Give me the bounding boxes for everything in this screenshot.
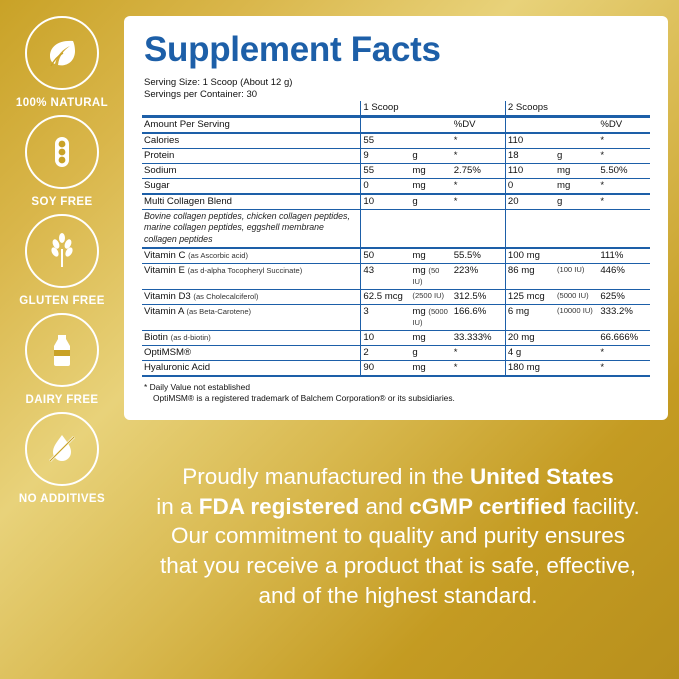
row-unit2: mg xyxy=(555,163,598,178)
row-name: Multi Collagen Blend xyxy=(142,194,361,210)
row-amount2: 20 mg xyxy=(505,330,598,345)
row-dv2: 446% xyxy=(598,263,650,289)
statement-fda-registered: FDA registered xyxy=(198,493,360,519)
row-iu2: (100 IU) xyxy=(555,263,598,289)
header-scoop2: 2 Scoops xyxy=(505,101,650,117)
table-row xyxy=(142,304,650,330)
row-amount2: 0 xyxy=(505,178,555,194)
manufacturing-statement xyxy=(124,462,672,610)
row-name: Vitamin A xyxy=(144,306,184,318)
row-unit1 xyxy=(410,133,451,149)
row-amount1: 3 xyxy=(361,304,411,330)
table-row xyxy=(142,163,650,178)
table-row xyxy=(142,148,650,163)
statement-line-2e: facility. xyxy=(566,493,640,519)
row-iu1: (5000 IU) xyxy=(412,307,448,328)
ingredients-text: Bovine collagen peptides, chicken collagen peptides, marine collagen peptides, eggshell membrane collagen peptides xyxy=(142,209,361,248)
badge-circle xyxy=(25,313,99,387)
certification-badge-rail xyxy=(0,0,124,679)
statement-line-4: that you receive a product that is safe, effective, xyxy=(159,553,637,579)
badge-label: SOY FREE xyxy=(31,196,93,208)
badge-natural xyxy=(3,16,121,109)
badge-label: DAIRY FREE xyxy=(25,394,99,406)
footnote-line-2: OptiMSM® is a registered trademark of Balchem Corporation® or its subsidiaries. xyxy=(153,393,455,404)
badge-label: GLUTEN FREE xyxy=(19,295,105,307)
badge-gluten-free xyxy=(3,214,121,307)
row-unit2: g xyxy=(555,194,598,210)
statement-united-states: United States xyxy=(469,464,614,489)
badge-circle xyxy=(25,214,99,288)
row-dv2: * xyxy=(598,194,650,210)
row-name: Hyaluronic Acid xyxy=(142,360,361,376)
row-amount1: 62.5 mcg xyxy=(361,289,411,304)
row-dv2: 111% xyxy=(598,248,650,264)
row-unit1: mg xyxy=(412,306,426,318)
header-amount-per-serving: Amount Per Serving xyxy=(142,116,361,133)
row-name: Vitamin D3 xyxy=(144,291,191,303)
badge-label: NO ADDITIVES xyxy=(18,493,106,505)
badge-circle xyxy=(25,16,99,90)
footnote xyxy=(144,382,650,405)
row-dv2: * xyxy=(598,345,650,360)
row-dv1: * xyxy=(452,133,506,149)
row-unit1: mg xyxy=(410,163,451,178)
row-unit1: mg xyxy=(410,178,451,194)
table-row xyxy=(142,360,650,376)
row-amount1: 0 xyxy=(361,178,411,194)
row-amount2: 110 xyxy=(505,163,555,178)
header-dv1: %DV xyxy=(452,116,506,133)
row-name: Vitamin E xyxy=(144,265,185,277)
leaf-icon xyxy=(42,33,82,73)
row-dv2: 66.666% xyxy=(598,330,650,345)
row-iu1: (50 IU) xyxy=(412,266,440,287)
row-name: OptiMSM® xyxy=(142,345,361,360)
statement-line-2c: and xyxy=(359,493,410,519)
table-row xyxy=(142,178,650,194)
row-dv2: * xyxy=(598,178,650,194)
row-unit1: mg xyxy=(410,360,451,376)
statement-line-5: and of the highest standard. xyxy=(258,582,538,608)
row-unit2 xyxy=(555,133,598,149)
row-amount1: 10 xyxy=(361,330,411,345)
row-name: Biotin xyxy=(144,332,168,344)
row-iu2: (5000 IU) xyxy=(555,289,598,304)
row-iu2: (10000 IU) xyxy=(555,304,598,330)
row-amount1: 55 xyxy=(361,163,411,178)
row-dv2: * xyxy=(598,148,650,163)
servings-per-container: Servings per Container: 30 xyxy=(144,88,258,100)
row-dv1: 223% xyxy=(452,263,506,289)
table-row-blend xyxy=(142,194,650,210)
row-dv2: * xyxy=(598,360,650,376)
row-dv1: 55.5% xyxy=(452,248,506,264)
serving-size: Serving Size: 1 Scoop (About 12 g) xyxy=(144,76,293,88)
row-desc: (as Cholecalciferol) xyxy=(193,292,259,302)
statement-line-2 xyxy=(132,492,664,522)
row-amount1: 2 xyxy=(361,345,411,360)
row-name: Protein xyxy=(142,148,361,163)
row-amount2: 100 mg xyxy=(505,248,598,264)
soy-bean-icon xyxy=(42,132,82,172)
table-header-amount xyxy=(142,116,650,133)
row-amount2: 180 mg xyxy=(505,360,598,376)
row-unit2: g xyxy=(555,148,598,163)
badge-dairy-free xyxy=(3,313,121,406)
badge-circle xyxy=(25,115,99,189)
row-amount2: 110 xyxy=(505,133,555,149)
row-unit1: mg xyxy=(410,330,451,345)
statement-line-1a: Proudly manufactured in the xyxy=(182,464,470,489)
row-name: Calories xyxy=(142,133,361,149)
row-amount1: 9 xyxy=(361,148,411,163)
row-desc: (as Ascorbic acid) xyxy=(188,251,249,261)
table-row xyxy=(142,345,650,360)
row-amount2: 20 xyxy=(505,194,555,210)
wheat-icon xyxy=(42,231,82,271)
row-unit2: mg xyxy=(555,178,598,194)
row-amount2: 4 g xyxy=(505,345,598,360)
badge-soy-free xyxy=(3,115,121,208)
table-bottom-rule xyxy=(142,376,650,377)
statement-cgmp-certified: cGMP certified xyxy=(409,493,567,519)
supplement-facts-panel xyxy=(124,16,668,420)
milk-bottle-icon xyxy=(42,330,82,370)
row-iu1: (2500 IU) xyxy=(410,289,451,304)
row-amount1: 43 xyxy=(361,263,411,289)
row-unit1: g xyxy=(410,345,451,360)
row-amount1: 50 xyxy=(361,248,411,264)
statement-line-2a: in a xyxy=(156,493,199,519)
row-amount2: 125 mcg xyxy=(505,289,555,304)
row-name: Vitamin C xyxy=(144,250,186,262)
row-unit1: mg xyxy=(412,265,426,277)
row-dv1: 33.333% xyxy=(452,330,506,345)
droplet-icon xyxy=(42,429,82,469)
row-dv2: 333.2% xyxy=(598,304,650,330)
row-dv2: * xyxy=(598,133,650,149)
badge-no-additives xyxy=(3,412,121,505)
row-dv2: 625% xyxy=(598,289,650,304)
row-amount2: 18 xyxy=(505,148,555,163)
statement-line-3: Our commitment to quality and purity ensures xyxy=(171,523,625,549)
row-desc: (as Beta-Carotene) xyxy=(186,307,252,317)
table-row xyxy=(142,133,650,149)
row-desc: (as d-biotin) xyxy=(170,333,211,343)
table-row xyxy=(142,248,650,264)
row-dv1: * xyxy=(452,148,506,163)
row-amount1: 10 xyxy=(361,194,411,210)
row-amount1: 90 xyxy=(361,360,411,376)
header-scoop1: 1 Scoop xyxy=(361,101,506,117)
table-row xyxy=(142,263,650,289)
row-dv2: 5.50% xyxy=(598,163,650,178)
statement-line-1 xyxy=(132,462,664,492)
header-dv2: %DV xyxy=(598,116,650,133)
page-title: Supplement Facts xyxy=(144,30,441,69)
row-dv1: 166.6% xyxy=(452,304,506,330)
row-unit1: g xyxy=(410,148,451,163)
row-dv1: * xyxy=(452,194,506,210)
badge-label: 100% NATURAL xyxy=(15,97,109,109)
row-unit1: mg xyxy=(410,248,451,264)
table-header-scoops xyxy=(142,101,650,117)
row-amount1: 55 xyxy=(361,133,411,149)
badge-circle xyxy=(25,412,99,486)
row-amount2: 6 mg xyxy=(505,304,555,330)
row-amount2: 86 mg xyxy=(505,263,555,289)
row-dv1: 2.75% xyxy=(452,163,506,178)
row-name: Sugar xyxy=(142,178,361,194)
row-unit1: g xyxy=(410,194,451,210)
row-dv1: * xyxy=(452,345,506,360)
row-dv1: * xyxy=(452,178,506,194)
table-row xyxy=(142,330,650,345)
table-row-ingredients xyxy=(142,209,650,248)
table-row xyxy=(142,289,650,304)
row-desc: (as d-alpha Tocopheryl Succinate) xyxy=(187,266,303,276)
footnote-line-1: * Daily Value not established xyxy=(144,381,250,392)
supplement-facts-table xyxy=(142,101,650,377)
row-name: Sodium xyxy=(142,163,361,178)
row-dv1: * xyxy=(452,360,506,376)
row-dv1: 312.5% xyxy=(452,289,506,304)
